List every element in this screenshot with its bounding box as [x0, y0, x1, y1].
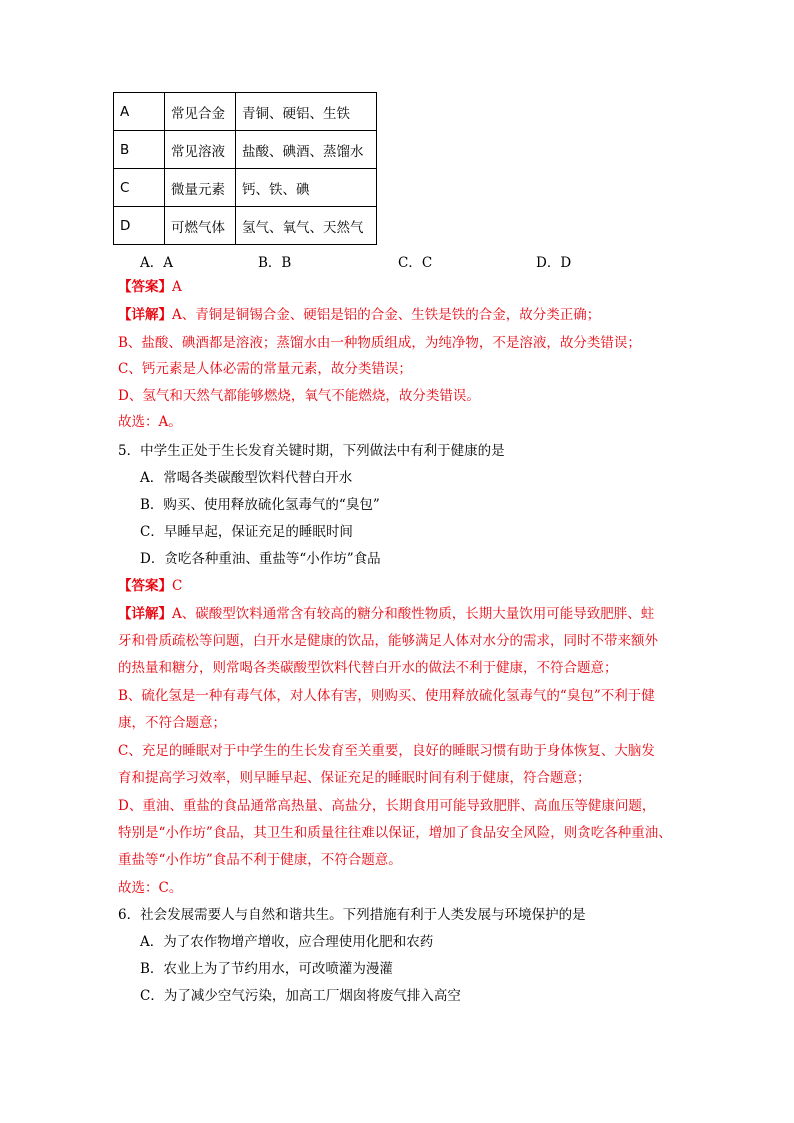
q4-choice-b: B．B — [258, 255, 292, 271]
table-row — [114, 169, 377, 207]
q4-choice-c: C．C — [398, 255, 433, 271]
table-cell-category: 常见合金 — [165, 93, 236, 131]
q5-analysis-line — [118, 604, 654, 624]
table-cell-examples: 钙、铁、碘 — [236, 169, 377, 207]
table-cell-examples: 盐酸、碘酒、蒸馏水 — [236, 131, 377, 169]
q4-select: 故选：A。 — [118, 414, 182, 430]
q5-analysis-line: B、硫化氢是一种有毒气体，对人体有害，则购买、使用释放硫化氢毒气的“臭包”不利于健 — [118, 688, 655, 704]
q5-analysis-line: 重盐等“小作坊”食品不利于健康，不符合题意。 — [118, 852, 402, 868]
table-cell-letter: B — [114, 131, 165, 169]
answer-tag: 【答案】 — [118, 279, 172, 295]
q4-choice-a: A．A — [140, 255, 173, 271]
table-cell-examples: 青铜、硬铝、生铁 — [236, 93, 377, 131]
q5-select: 故选：C。 — [118, 880, 183, 896]
q5-option-a: A．常喝各类碳酸型饮料代替白开水 — [140, 470, 353, 486]
q6-option-b: B．农业上为了节约用水，可改喷灌为漫灌 — [140, 961, 393, 977]
q4-options-table — [113, 92, 377, 245]
q4-choice-d: D．D — [536, 255, 572, 271]
analysis-tag: 【详解】 — [118, 606, 172, 622]
table-cell-letter: D — [114, 207, 165, 245]
table-cell-examples: 氢气、氧气、天然气 — [236, 207, 377, 245]
table-cell-letter: A — [114, 93, 165, 131]
q5-option-c: C．早睡早起，保证充足的睡眠时间 — [140, 524, 353, 540]
q5-analysis-line: D、重油、重盐的食品通常高热量、高盐分，长期食用可能导致肥胖、高血压等健康问题， — [118, 798, 656, 814]
analysis-text: A、碳酸型饮料通常含有较高的糖分和酸性物质，长期大量饮用可能导致肥胖、蛀 — [172, 606, 655, 622]
table-cell-category: 可燃气体 — [165, 207, 236, 245]
q5-analysis-line: C、充足的睡眠对于中学生的生长发育至关重要，良好的睡眠习惯有助于身体恢复、大脑发 — [118, 743, 655, 759]
q4-analysis-line: B、盐酸、碘酒都是溶液；蒸馏水由一种物质组成，为纯净物，不是溶液，故分类错误； — [118, 335, 641, 351]
q6-stem: 6．社会发展需要人与自然和谐共生。下列措施有利于人类发展与环境保护的是 — [118, 907, 586, 923]
q6-option-a: A．为了农作物增产增收，应合理使用化肥和农药 — [140, 934, 434, 950]
q5-analysis-line: 特别是“小作坊”食品，其卫生和质量往往难以保证，增加了食品安全风险，则贪吃各种重油、 — [118, 825, 672, 841]
table-row — [114, 131, 377, 169]
q5-analysis-line: 康，不符合题意； — [118, 715, 226, 731]
table-cell-category: 常见溶液 — [165, 131, 236, 169]
table-cell-category: 微量元素 — [165, 169, 236, 207]
answer-tag: 【答案】 — [118, 578, 172, 594]
q6-option-c: C．为了减少空气污染，加高工厂烟囱将废气排入高空 — [140, 988, 461, 1004]
answer-value: A — [172, 279, 182, 295]
q5-option-b: B．购买、使用释放硫化氢毒气的“臭包” — [140, 497, 380, 513]
q5-stem: 5．中学生正处于生长发育关键时期，下列做法中有利于健康的是 — [118, 443, 505, 459]
q5-analysis-line: 育和提高学习效率，则早睡早起、保证充足的睡眠时间有利于健康，符合题意； — [118, 770, 591, 786]
table-row — [114, 207, 377, 245]
q5-analysis-line: 牙和骨质疏松等问题，白开水是健康的饮品，能够满足人体对水分的需求，同时不带来额外 — [118, 633, 658, 649]
analysis-tag: 【详解】 — [118, 307, 172, 323]
q4-analysis-line — [118, 305, 600, 325]
table-cell-letter: C — [114, 169, 165, 207]
analysis-text: A、青铜是铜锡合金、硬铝是铝的合金、生铁是铁的合金，故分类正确； — [172, 307, 601, 323]
q5-answer — [118, 576, 182, 596]
q4-answer — [118, 277, 182, 297]
answer-value: C — [172, 578, 183, 594]
q5-option-d: D．贪吃各种重油、重盐等“小作坊”食品 — [140, 551, 381, 567]
q4-analysis-line: D、氢气和天然气都能够燃烧，氧气不能燃烧，故分类错误。 — [118, 388, 480, 404]
table-row — [114, 93, 377, 131]
q4-analysis-line: C、钙元素是人体必需的常量元素，故分类错误； — [118, 361, 412, 377]
q5-analysis-line: 的热量和糖分，则常喝各类碳酸型饮料代替白开水的做法不利于健康，不符合题意； — [118, 660, 618, 676]
